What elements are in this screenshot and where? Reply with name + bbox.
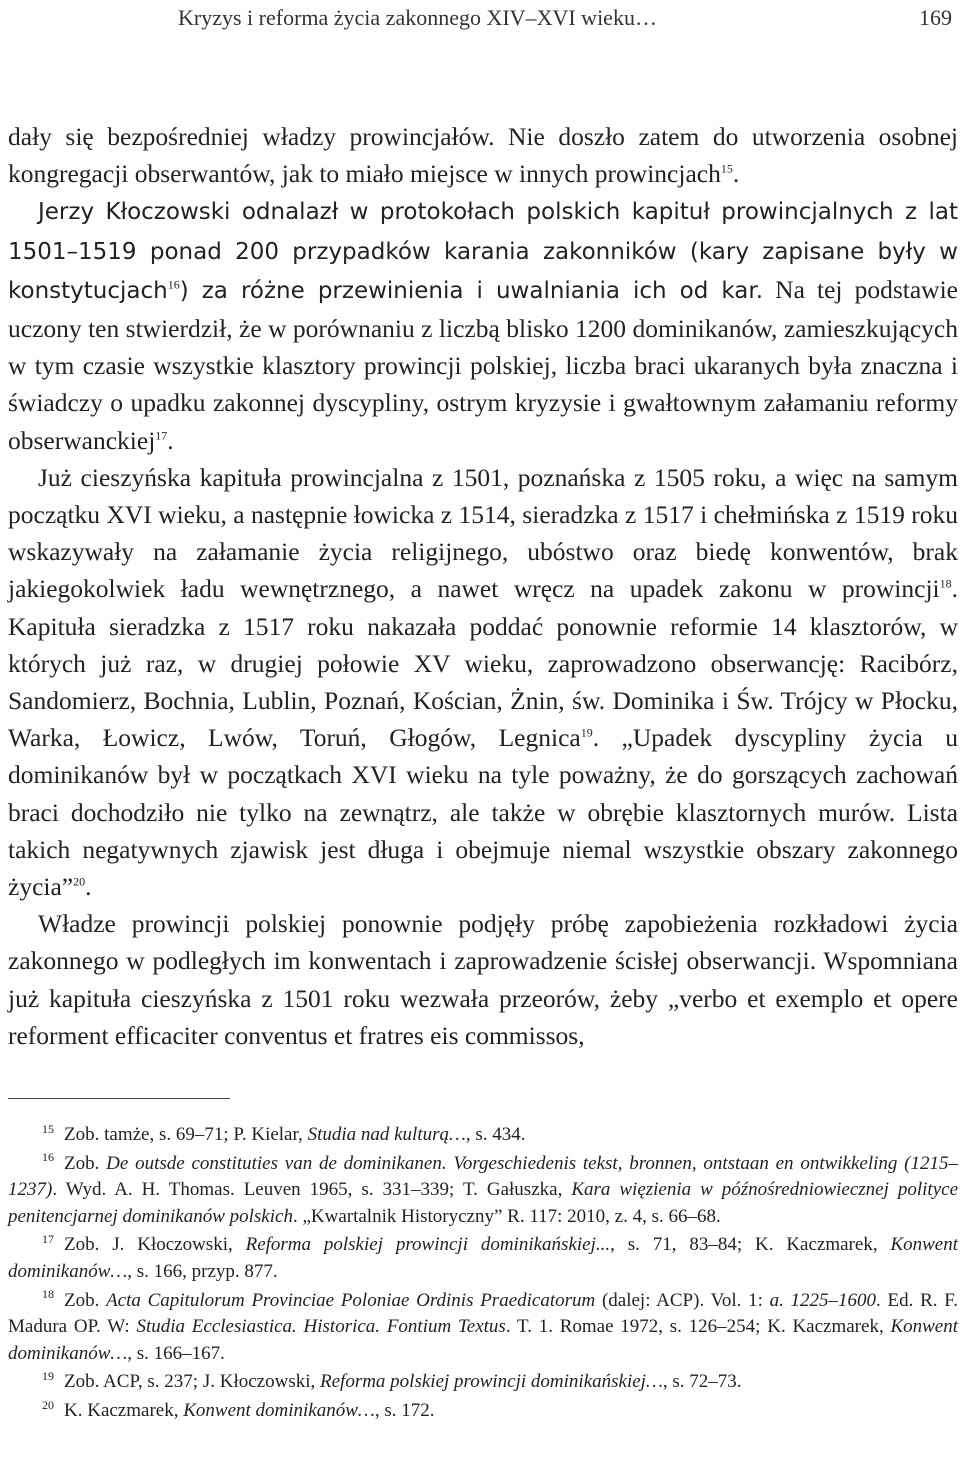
footnote-ref-18[interactable]: 18 bbox=[939, 576, 952, 591]
footnote-ref-20[interactable]: 20 bbox=[73, 874, 86, 889]
paragraph-3: Już cieszyńska kapituła prowincjalna z 1501, poznańska z 1505 roku, a więc na samym początku XVI wieku, a następnie łowicka z 1514, sieradzka z 1517 i chełmińska z 1519 roku wskazywały na załamanie życia religijnego, ubóstwo oraz biedę konwentów, brak jakiegokolwiek ładu wewnętrznego, a nawet wręcz na upadek zakonu w prowincji$^{18}$. Kapituła sieradzka z 1517 roku nakazała poddać ponownie reformie 14 klasztorów, w których już raz, w drugiej połowie XV wieku, zaprowadzono obserwancję: Racibórz, Sandomierz, Bochnia, Lublin, Poznań, Kościan, Żnin, św. Dominika i Św. Trójcy w Płocku, Warka, Łowicz, Lwów, Toruń, Głogów, Legnica$^{19}$. „Upadek dyscypliny życia u dominikanów był w początkach XVI wieku na tyle poważny, że do gorszących zachowań braci dochodziło nie tylko na zewnątrz, ale także w obrębie klasztornych murów. Lista takich negatywnych zjawisk jest długa i obejmuje niemal wszystkie obszary zakonnego życia”$^{20}$. bbox=[8, 462, 958, 902]
footnote-16: $^{16}$ Zob. De outsde constituties van de dominikanen. Vorgeschiedenis tekst, bronnen, ontstaan en ontwikkeling (1215–1237). Wyd. A. H. Thomas. Leuven 1965, s. 331–339; T. Gałuszka, Kara więzienia w późnośredniowiecznej polityce penitencjarnej dominikanów polskich. „Kwartalnik Historyczny” R. 117: 2010, z. 4, s. 66–68. bbox=[8, 1150, 959, 1227]
footnotes bbox=[8, 1122, 958, 1427]
footnote-ref-15[interactable]: 15 bbox=[720, 161, 733, 176]
paragraph-4: Władze prowincji polskiej ponownie podjęły próbę zapobieżenia rozkładowi życia zakonnego w podległych im konwentach i zaprowadzenie ścisłej obserwancji. Wspomniana już kapituła cieszyńska z 1501 roku wezwała przeorów, żeby „verbo et exemplo et opere reforment efficaciter conventus et fratres eis commissos, bbox=[8, 909, 958, 1050]
footnote-18: $^{18}$ Zob. Acta Capitulorum Provinciae Poloniae Ordinis Praedicatorum (dalej: ACP). Vol. 1: a. 1225–1600. Ed. R. F. Madura OP. W: Studia Ecclesiastica. Historica. Fontium Textus. T. 1. Romae 1972, s. 126–254; K. Kaczmarek, Konwent dominikanów…, s. 166–167. bbox=[8, 1287, 959, 1364]
running-head-title: Kryzys i reforma życia zakonnego XIV–XVI wieku… bbox=[178, 5, 657, 30]
footnote-ref-17[interactable]: 17 bbox=[155, 428, 168, 443]
footnote-number: 16 bbox=[42, 1150, 54, 1165]
footnote-number: 19 bbox=[42, 1369, 54, 1384]
footnote-number: 18 bbox=[42, 1287, 54, 1302]
footnote-20: $^{20}$ K. Kaczmarek, Konwent dominikanów…, s. 172. bbox=[42, 1397, 435, 1421]
footnote-17: $^{17}$ Zob. J. Kłoczowski, Reforma polskiej prowincji dominikańskiej..., s. 71, 83–84; K. Kaczmarek, Konwent dominikanów…, s. 166, przyp. 877. bbox=[8, 1232, 958, 1282]
footnote-separator bbox=[8, 1098, 230, 1099]
footnote-ref-19[interactable]: 19 bbox=[580, 725, 593, 740]
page-number: 169 bbox=[919, 5, 952, 30]
body-text bbox=[8, 118, 958, 1054]
footnote-number: 17 bbox=[42, 1232, 54, 1247]
footnote-ref-16[interactable]: 16 bbox=[167, 277, 180, 292]
paragraph-1: dały się bezpośredniej władzy prowincjałów. Nie doszło zatem do utworzenia osobnej kongregacji obserwantów, jak to miało miejsce w innych prowincjach$^{15}$. bbox=[8, 122, 958, 189]
footnote-number: 20 bbox=[42, 1397, 54, 1412]
running-head bbox=[178, 2, 958, 34]
paragraph-2: Jerzy Kłoczowski odnalazł w protokołach polskich kapituł prowincjalnych z lat 1501–1519 ponad 200 przypadków karania zakonników (kary zapisane były w konstytucjach$^{16}$) za różne przewinienia i uwalniania ich od kar. Na tej podstawie uczony ten stwierdził, że w porównaniu z liczbą blisko 1200 dominikanów, zamieszkujących w tym czasie wszystkie klasztory prowincji polskiej, liczba braci ukaranych była znaczna i świadczy o upadku zakonnej dyscypliny, ostrym kryzysie i gwałtownym załamaniu reformy obserwanckiej$^{17}$. bbox=[8, 199, 958, 455]
footnote-15: $^{15}$ Zob. tamże, s. 69–71; P. Kielar, Studia nad kulturą…, s. 434. bbox=[42, 1121, 526, 1145]
footnote-number: 15 bbox=[42, 1121, 54, 1136]
footnote-19: $^{19}$ Zob. ACP, s. 237; J. Kłoczowski, Reforma polskiej prowincji dominikańskiej…, s. 72–73. bbox=[42, 1369, 742, 1393]
